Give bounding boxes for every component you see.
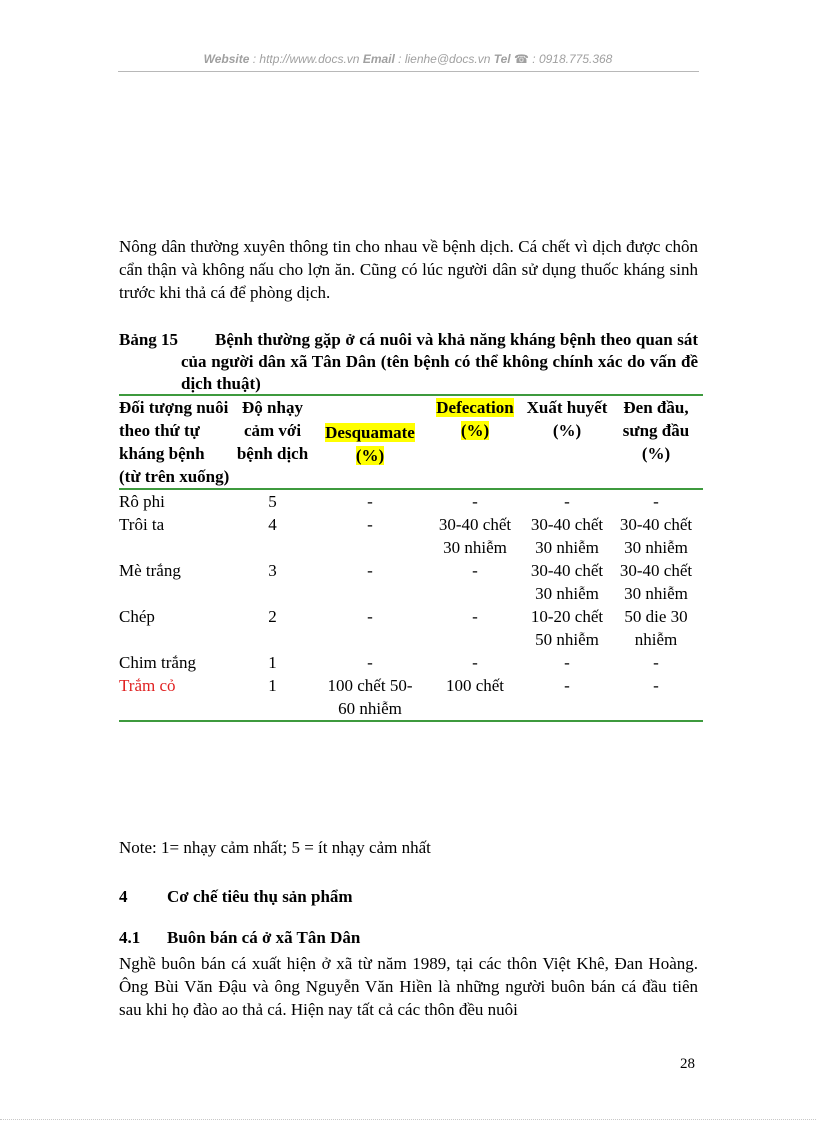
section-4-1-heading [119,926,360,949]
table-cell [119,513,230,559]
table-cell-text: - [367,492,373,511]
header-defecation-text: Defecation (%) [436,398,514,440]
table-cell-text: 30-40 chết 30 nhiễm [530,561,604,603]
page-bottom-border [0,1119,816,1120]
page-header [118,52,698,66]
table-cell-text: - [472,607,478,626]
table-row [119,674,703,721]
table-cell-text: - [564,492,570,511]
table-cell-text: Chép [119,607,155,626]
table-cell [609,605,703,651]
table-cell [525,651,609,674]
table-cell [609,489,703,513]
header-black-head: Đen đầu, sưng đầu (%) [622,398,690,463]
header-species: Đối tượng nuôi theo thứ tự kháng bệnh (từ trên xuống) [119,398,230,486]
table-cell-text: - [367,607,373,626]
table-cell [230,489,315,513]
table-cell-text: Chim trắng [119,653,196,672]
table-cell [230,674,315,721]
paragraph-intro: Nông dân thường xuyên thông tin cho nhau về bệnh dịch. Cá chết vì dịch được chôn cẩn thận và không nấu cho lợn ăn. Cũng có lúc người dân sử dụng thuốc kháng sinh trước khi thả cá để phòng dịch. [119,237,698,302]
table-cell [230,605,315,651]
table-cell-text: Rô phi [119,492,165,511]
table-cell-text: 30-40 chết 30 nhiễm [438,515,512,557]
table-cell-text: - [472,561,478,580]
table-cell [525,489,609,513]
header-desquamate [315,395,425,489]
table-cell-text: - [472,653,478,672]
tel-value: : 0918.775.368 [528,52,613,66]
table-cell [119,674,230,721]
table-cell [315,489,425,513]
table-cell-text: Trôi ta [119,515,165,534]
table-cell-text: 10-20 chết 50 nhiễm [530,607,604,649]
table-cell-text: 30-40 chết 30 nhiễm [619,561,693,603]
table-cell-text: - [367,515,373,534]
table-row [119,513,703,559]
table-cell [315,651,425,674]
phone-icon: ☎ [513,52,529,66]
table-cell-text: - [367,561,373,580]
website-label: Website [203,52,250,66]
table-cell-text: - [653,653,659,672]
table-note: Note: 1= nhạy cảm nhất; 5 = ít nhạy cảm nhất [119,838,431,857]
table-cell-text: 2 [268,607,277,626]
table-cell-text: 30-40 chết 30 nhiễm [619,515,693,557]
table-cell [425,674,525,721]
table-header-row [119,395,703,489]
table-cell-text: 100 chết [445,676,505,695]
table-cell-text: - [472,492,478,511]
header-hemorrhage-text: Xuất huyết (%) [526,398,608,440]
website-value: : http://www.docs.vn [249,52,363,66]
table-row [119,559,703,605]
table-cell [230,651,315,674]
table-cell-text: - [564,676,570,695]
table-row [119,605,703,651]
section-4-heading [119,885,353,908]
table-cell [425,605,525,651]
table-cell [425,513,525,559]
table-cell-text: - [653,676,659,695]
table-caption-number: Bảng 15 [119,330,179,349]
table-cell-text: 100 chết 50-60 nhiễm [327,676,413,718]
table-cell [315,605,425,651]
table-cell-text: 30-40 chết 30 nhiễm [530,515,604,557]
table-caption-text: Bệnh thường gặp ở cá nuôi và khả năng kháng bệnh theo quan sát của người dân xã Tân Dân (tên bệnh có thể không chính xác do vấn đề dịch thuật) [181,330,698,393]
table-cell-text: 5 [268,492,277,511]
table-cell [609,513,703,559]
table-cell-text: Trắm cỏ [119,676,176,695]
table-cell [609,559,703,605]
header-hemorrhage [525,395,609,489]
header-defecation [425,395,525,489]
table-cell [525,559,609,605]
table-row [119,489,703,513]
table-cell [119,489,230,513]
header-divider [118,71,699,72]
email-value: : lienhe@docs.vn [394,52,494,66]
table-cell-text: - [653,492,659,511]
table-cell [230,559,315,605]
section-4-1-number: 4.1 [119,928,141,947]
email-label: Email [362,52,395,66]
table-cell-text: Mè trắng [119,561,181,580]
table-cell-text: 4 [268,515,277,534]
disease-table [119,394,703,722]
table-cell-text: 1 [268,653,277,672]
table-cell-text: 1 [268,676,277,695]
paragraph-fish-trade: Nghề buôn bán cá xuất hiện ở xã từ năm 1989, tại các thôn Việt Khê, Đan Hoàng. Ông Bùi Văn Đậu và ông Nguyễn Văn Hiền là những người buôn bán cá đầu tiên sau khi họ đào ao thả cá. Hiện nay tất cả các thôn đều nuôi [119,954,698,1019]
table-cell [315,674,425,721]
table-cell [230,513,315,559]
table-cell [119,605,230,651]
table-row [119,651,703,674]
table-cell-text: 50 die 30 nhiễm [624,607,688,649]
table-cell-text: - [564,653,570,672]
table-cell [525,605,609,651]
table-cell [315,559,425,605]
tel-label: Tel [493,52,511,66]
section-4-number: 4 [119,887,128,906]
table-cell [425,651,525,674]
table-cell [119,651,230,674]
table-cell [425,489,525,513]
table-cell [425,559,525,605]
header-desquamate-text: Desquamate (%) [325,423,415,465]
table-cell [119,559,230,605]
section-4-1-title: Buôn bán cá ở xã Tân Dân [167,928,361,947]
table-cell [525,513,609,559]
table-cell [525,674,609,721]
table-cell-text: - [367,653,373,672]
table-cell [609,674,703,721]
table-caption [119,329,698,395]
table-cell-text: 3 [268,561,277,580]
header-sensitivity: Độ nhạy cảm với bệnh dịch [236,398,309,463]
table-cell [315,513,425,559]
table-cell [609,651,703,674]
page-number: 28 [680,1056,695,1072]
section-4-title: Cơ chế tiêu thụ sản phẩm [167,887,353,906]
